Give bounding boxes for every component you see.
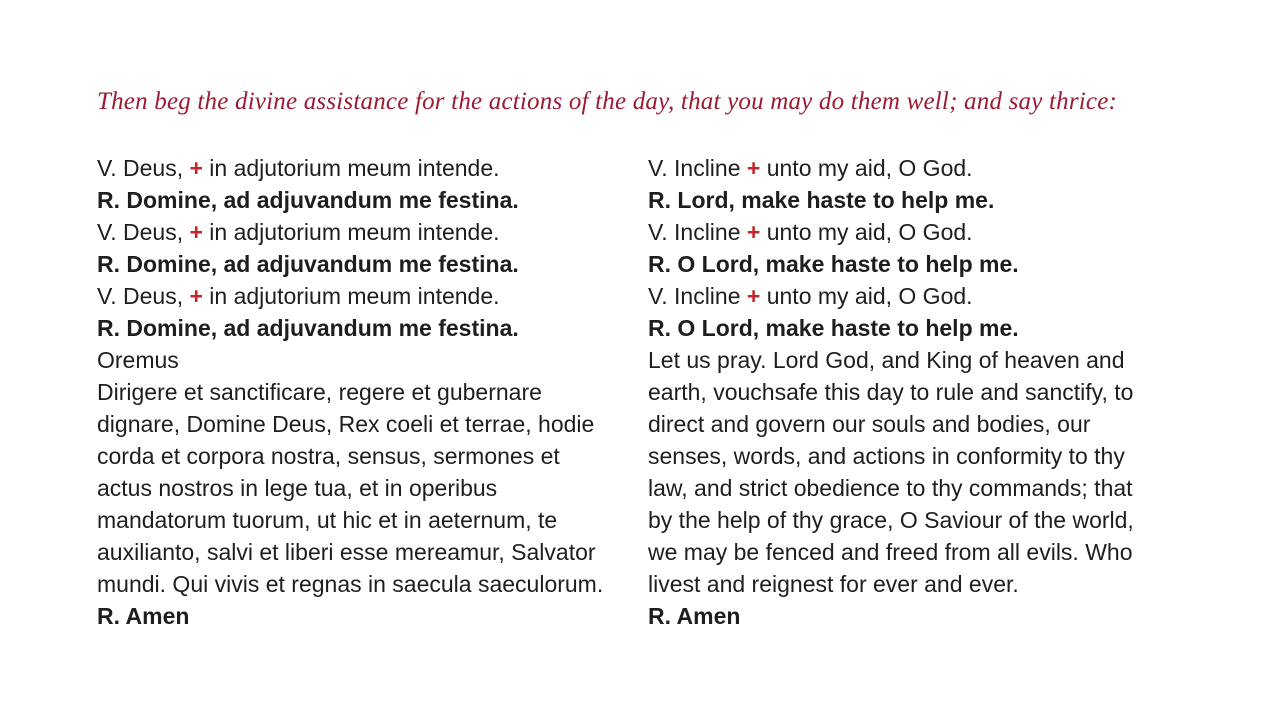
cross-symbol: + bbox=[189, 219, 203, 245]
text-segment: R. Lord, make haste to help me. bbox=[648, 187, 995, 213]
text-line bbox=[97, 152, 645, 184]
text-segment: V. Incline bbox=[648, 283, 747, 309]
text-line bbox=[97, 280, 645, 312]
cross-symbol: + bbox=[746, 219, 761, 245]
text-segment: actus nostros in lege tua, et in operibus bbox=[97, 475, 498, 501]
text-segment: R. O Lord, make haste to help me. bbox=[648, 251, 1019, 277]
rubric-instruction: Then beg the divine assistance for the actions of the day, that you may do them well; and say thrice: bbox=[97, 88, 1118, 115]
text-segment: V. Deus, bbox=[97, 219, 190, 245]
text-line bbox=[97, 408, 645, 440]
text-line bbox=[97, 536, 645, 568]
text-segment: mundi. Qui vivis et regnas in saecula saeculorum. bbox=[97, 571, 604, 597]
text-segment: direct and govern our souls and bodies, our bbox=[648, 411, 1091, 437]
text-line bbox=[648, 536, 1188, 568]
text-line bbox=[97, 440, 645, 472]
text-line bbox=[97, 216, 645, 248]
text-segment: Oremus bbox=[97, 347, 179, 373]
text-line bbox=[97, 568, 645, 600]
text-segment: V. Deus, bbox=[97, 155, 190, 181]
text-segment: in adjutorium meum intende. bbox=[202, 219, 500, 245]
text-segment: corda et corpora nostra, sensus, sermones et bbox=[97, 443, 560, 469]
text-line bbox=[648, 600, 1188, 632]
cross-symbol: + bbox=[746, 155, 761, 181]
text-segment: mandatorum tuorum, ut hic et in aeternum, te bbox=[97, 507, 558, 533]
text-segment: by the help of thy grace, O Saviour of the world, bbox=[648, 507, 1134, 533]
cross-symbol: + bbox=[189, 283, 203, 309]
text-segment: R. Domine, ad adjuvandum me festina. bbox=[97, 315, 519, 341]
text-line bbox=[97, 312, 645, 344]
text-segment: V. Deus, bbox=[97, 283, 190, 309]
text-segment: in adjutorium meum intende. bbox=[202, 283, 500, 309]
text-line bbox=[648, 440, 1188, 472]
text-line bbox=[648, 376, 1188, 408]
text-line bbox=[97, 376, 645, 408]
text-segment: R. Amen bbox=[97, 603, 190, 629]
text-line bbox=[97, 248, 645, 280]
cross-symbol: + bbox=[189, 155, 203, 181]
text-line bbox=[97, 504, 645, 536]
text-segment: earth, vouchsafe this day to rule and sanctify, to bbox=[648, 379, 1134, 405]
text-segment: R. Amen bbox=[648, 603, 741, 629]
text-line bbox=[648, 344, 1188, 376]
text-segment: unto my aid, O God. bbox=[760, 155, 973, 181]
text-line bbox=[648, 216, 1188, 248]
text-segment: senses, words, and actions in conformity to thy bbox=[648, 443, 1125, 469]
text-line bbox=[648, 248, 1188, 280]
text-segment: R. Domine, ad adjuvandum me festina. bbox=[97, 187, 519, 213]
text-line bbox=[648, 472, 1188, 504]
english-column bbox=[648, 152, 1188, 632]
text-segment: V. Incline bbox=[648, 155, 747, 181]
text-segment: Let us pray. Lord God, and King of heaven and bbox=[648, 347, 1125, 373]
text-line bbox=[648, 504, 1188, 536]
text-line bbox=[97, 184, 645, 216]
text-segment: law, and strict obedience to thy commands; that bbox=[648, 475, 1133, 501]
text-segment: we may be fenced and freed from all evils. Who bbox=[648, 539, 1133, 565]
text-segment: V. Incline bbox=[648, 219, 747, 245]
text-line bbox=[648, 152, 1188, 184]
text-segment: auxilianto, salvi et liberi esse mereamur, Salvator bbox=[97, 539, 596, 565]
text-segment: R. O Lord, make haste to help me. bbox=[648, 315, 1019, 341]
text-segment: unto my aid, O God. bbox=[760, 219, 973, 245]
text-segment: unto my aid, O God. bbox=[760, 283, 973, 309]
latin-column bbox=[97, 152, 645, 632]
text-line bbox=[648, 312, 1188, 344]
text-segment: livest and reignest for ever and ever. bbox=[648, 571, 1019, 597]
cross-symbol: + bbox=[746, 283, 761, 309]
text-segment: Dirigere et sanctificare, regere et gubernare bbox=[97, 379, 542, 405]
text-line bbox=[648, 184, 1188, 216]
text-line bbox=[648, 568, 1188, 600]
text-line bbox=[648, 280, 1188, 312]
text-segment: dignare, Domine Deus, Rex coeli et terrae, hodie bbox=[97, 411, 595, 437]
text-line bbox=[97, 472, 645, 504]
text-line bbox=[97, 344, 645, 376]
text-line bbox=[648, 408, 1188, 440]
text-segment: in adjutorium meum intende. bbox=[202, 155, 500, 181]
text-line bbox=[97, 600, 645, 632]
text-segment: R. Domine, ad adjuvandum me festina. bbox=[97, 251, 519, 277]
